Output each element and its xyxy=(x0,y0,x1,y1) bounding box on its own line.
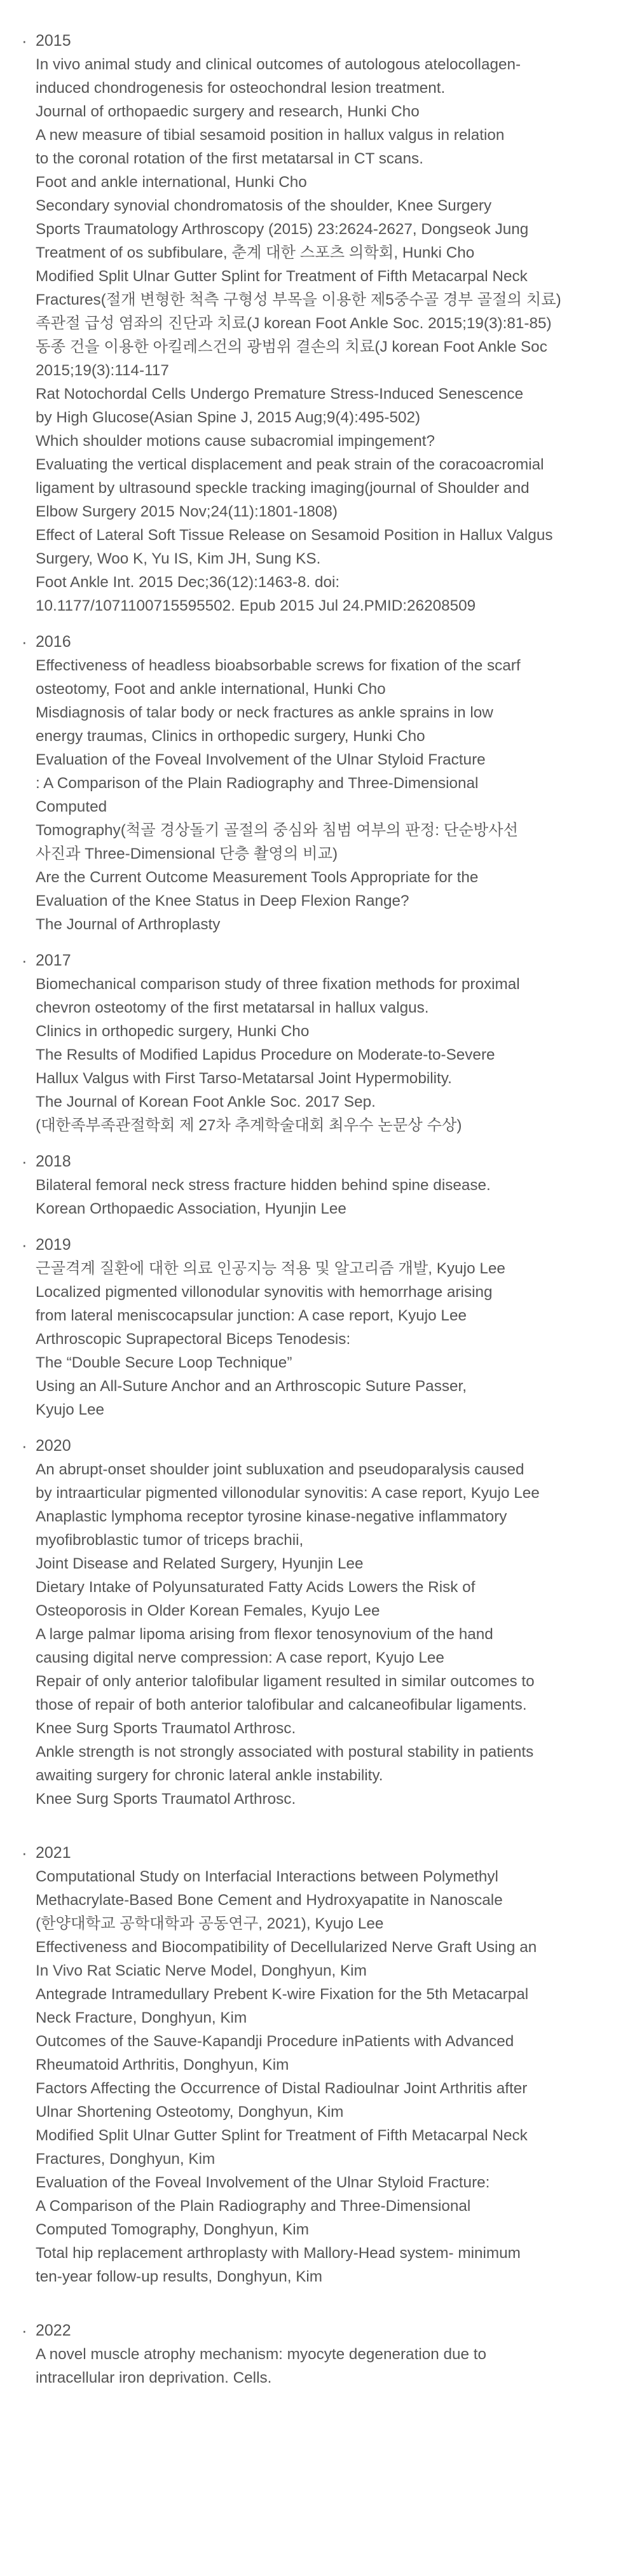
section-spacer xyxy=(22,618,610,630)
publication-line: Rheumatoid Arthritis, Donghyun, Kim xyxy=(36,2056,289,2074)
publication-line: Kyujo Lee xyxy=(36,1401,105,1418)
publication-line: In vivo animal study and clinical outcomes of autologous atelocollagen- xyxy=(36,56,521,73)
publication-line: A Comparison of the Plain Radiography and Three-Dimensional xyxy=(36,2198,471,2215)
publication-line: Effectiveness and Biocompatibility of Decellularized Nerve Graft Using an xyxy=(36,1939,537,1956)
publication-line: 동종 건을 이용한 아킬레스건의 광범위 결손의 치료(J korean Foot Ankle Soc xyxy=(36,338,547,356)
year-section-2019 xyxy=(22,1233,610,1422)
publication-line: by High Glucose(Asian Spine J, 2015 Aug;9(4):495-502) xyxy=(36,409,421,426)
year-heading: 2018 xyxy=(36,1153,71,1170)
publication-line: chevron osteotomy of the first metatarsal in hallux valgus. xyxy=(36,999,429,1016)
publication-line: The Journal of Arthroplasty xyxy=(36,916,221,933)
publication-line: to the coronal rotation of the first metatarsal in CT scans. xyxy=(36,150,423,167)
publication-line: Bilateral femoral neck stress fracture hidden behind spine disease. xyxy=(36,1177,491,1194)
publication-line: A large palmar lipoma arising from flexor tenosynovium of the hand xyxy=(36,1626,493,1643)
section-spacer xyxy=(22,1811,610,1841)
publication-line: (한양대학교 공학대학과 공동연구, 2021), Kyujo Lee xyxy=(36,1915,384,1932)
publication-line: from lateral meniscocapsular junction: A case report, Kyujo Lee xyxy=(36,1307,467,1324)
publication-line: Korean Orthopaedic Association, Hyunjin Lee xyxy=(36,1200,346,1217)
year-heading: 2022 xyxy=(36,2322,71,2339)
publication-line: Clinics in orthopedic surgery, Hunki Cho xyxy=(36,1023,310,1040)
publication-line: Hallux Valgus with First Tarso-Metatarsal Joint Hypermobility. xyxy=(36,1070,452,1087)
publication-line: Knee Surg Sports Traumatol Arthrosc. xyxy=(36,1720,296,1737)
bullet-icon: · xyxy=(22,1235,27,1254)
publication-line: induced chondrogenesis for osteochondral lesion treatment. xyxy=(36,80,446,97)
publication-lines xyxy=(36,1458,610,1811)
publication-line: Ulnar Shortening Osteotomy, Donghyun, Kim xyxy=(36,2103,344,2121)
publication-line: Elbow Surgery 2015 Nov;24(11):1801-1808) xyxy=(36,503,338,520)
publication-line: ten-year follow-up results, Donghyun, Kim xyxy=(36,2268,323,2285)
publication-line: Surgery, Woo K, Yu IS, Kim JH, Sung KS. xyxy=(36,550,321,567)
publication-lines xyxy=(36,654,610,936)
publication-line: Treatment of os subfibulare, 춘계 대한 스포츠 의학회, Hunki Cho xyxy=(36,244,475,261)
publication-line: awaiting surgery for chronic lateral ankle instability. xyxy=(36,1767,383,1784)
publication-line: osteotomy, Foot and ankle international, Hunki Cho xyxy=(36,681,386,698)
year-heading: 2020 xyxy=(36,1437,71,1455)
publication-line: Fractures, Donghyun, Kim xyxy=(36,2150,216,2168)
publication-line: those of repair of both anterior talofibular and calcaneofibular ligaments. xyxy=(36,1696,527,1714)
publication-lines xyxy=(36,1257,610,1422)
bullet-icon: · xyxy=(22,1843,27,1862)
publication-lines xyxy=(36,973,610,1137)
year-heading: 2015 xyxy=(36,32,71,50)
bullet-icon: · xyxy=(22,2321,27,2340)
publication-line: Biomechanical comparison study of three fixation methods for proximal xyxy=(36,976,520,993)
year-section-2016 xyxy=(22,630,610,936)
publication-line: Repair of only anterior talofibular ligament resulted in similar outcomes to xyxy=(36,1673,535,1690)
year-section-2018 xyxy=(22,1150,610,1221)
bullet-icon: · xyxy=(22,632,27,651)
publication-line: 족관절 급성 염좌의 진단과 치료(J korean Foot Ankle Soc. 2015;19(3):81-85) xyxy=(36,315,552,332)
publication-line: Dietary Intake of Polyunsaturated Fatty Acids Lowers the Risk of xyxy=(36,1579,476,1596)
publication-line: Total hip replacement arthroplasty with Mallory-Head system- minimum xyxy=(36,2245,521,2262)
publication-lines xyxy=(36,2343,610,2390)
section-spacer xyxy=(22,2289,610,2319)
publication-line: 사진과 Three-Dimensional 단층 촬영의 비교) xyxy=(36,845,338,862)
publication-line: In Vivo Rat Sciatic Nerve Model, Donghyun, Kim xyxy=(36,1962,367,1979)
bullet-icon: · xyxy=(22,1436,27,1455)
publication-line: Tomography(척골 경상돌기 골절의 중심와 침범 여부의 판정: 단순방사선 xyxy=(36,822,519,839)
publication-line: An abrupt-onset shoulder joint subluxation and pseudoparalysis caused xyxy=(36,1461,524,1478)
year-heading: 2017 xyxy=(36,952,71,969)
year-section-2017 xyxy=(22,949,610,1137)
section-spacer xyxy=(22,1137,610,1150)
year-section-2021 xyxy=(22,1841,610,2289)
publication-line: Evaluating the vertical displacement and peak strain of the coracoacromial xyxy=(36,456,544,473)
publication-line: myofibroblastic tumor of triceps brachii, xyxy=(36,1532,304,1549)
publication-line: Effect of Lateral Soft Tissue Release on Sesamoid Position in Hallux Valgus xyxy=(36,527,553,544)
publication-line: Evaluation of the Foveal Involvement of the Ulnar Styloid Fracture: xyxy=(36,2174,490,2191)
publication-lines xyxy=(36,1174,610,1221)
publication-lines xyxy=(36,53,610,618)
publication-line: Misdiagnosis of talar body or neck fractures as ankle sprains in low xyxy=(36,704,493,721)
publication-line: Outcomes of the Sauve-Kapandji Procedure inPatients with Advanced xyxy=(36,2033,514,2050)
section-spacer xyxy=(22,1221,610,1233)
publication-line: Rat Notochordal Cells Undergo Premature Stress-Induced Senescence xyxy=(36,385,524,403)
publication-line: Evaluation of the Knee Status in Deep Flexion Range? xyxy=(36,892,409,910)
publication-line: Using an All-Suture Anchor and an Arthroscopic Suture Passer, xyxy=(36,1378,467,1395)
publication-line: Arthroscopic Suprapectoral Biceps Tenodesis: xyxy=(36,1331,351,1348)
bullet-icon: · xyxy=(22,1152,27,1171)
publication-line: Knee Surg Sports Traumatol Arthrosc. xyxy=(36,1790,296,1808)
publication-line: Fractures(절개 변형한 척측 구형성 부목을 이용한 제5중수골 경부 골절의 치료) xyxy=(36,291,561,308)
publication-line: Localized pigmented villonodular synovitis with hemorrhage arising xyxy=(36,1284,493,1301)
year-heading: 2019 xyxy=(36,1236,71,1254)
publication-line: The Results of Modified Lapidus Procedure on Moderate-to-Severe xyxy=(36,1046,495,1063)
publication-line: Antegrade Intramedullary Prebent K-wire Fixation for the 5th Metacarpal xyxy=(36,1986,529,2003)
publication-line: ligament by ultrasound speckle tracking imaging(journal of Shoulder and xyxy=(36,480,530,497)
publication-line: Sports Traumatology Arthroscopy (2015) 23:2624-2627, Dongseok Jung xyxy=(36,221,529,238)
publication-line: Are the Current Outcome Measurement Tools Appropriate for the xyxy=(36,869,479,886)
year-heading: 2021 xyxy=(36,1844,71,1862)
publication-line: : A Comparison of the Plain Radiography and Three-Dimensional xyxy=(36,775,479,792)
publication-line: Which shoulder motions cause subacromial impingement? xyxy=(36,433,435,450)
publication-line: Factors Affecting the Occurrence of Distal Radioulnar Joint Arthritis after xyxy=(36,2080,528,2097)
publication-line: 근골격계 질환에 대한 의료 인공지능 적용 및 알고리즘 개발, Kyujo Lee xyxy=(36,1260,505,1277)
publication-line: Computed Tomography, Donghyun, Kim xyxy=(36,2221,309,2238)
publication-line: Journal of orthopaedic surgery and research, Hunki Cho xyxy=(36,103,420,120)
year-heading: 2016 xyxy=(36,633,71,651)
publication-line: 2015;19(3):114-117 xyxy=(36,362,169,379)
publication-line: A new measure of tibial sesamoid position in hallux valgus in relation xyxy=(36,127,505,144)
publication-line: Neck Fracture, Donghyun, Kim xyxy=(36,2009,247,2026)
publication-line: 10.1177/1071100715595502. Epub 2015 Jul 24.PMID:26208509 xyxy=(36,597,476,614)
publication-line: energy traumas, Clinics in orthopedic surgery, Hunki Cho xyxy=(36,728,425,745)
year-section-2020 xyxy=(22,1434,610,1811)
publication-line: Joint Disease and Related Surgery, Hyunjin Lee xyxy=(36,1555,364,1572)
publication-line: Foot and ankle international, Hunki Cho xyxy=(36,174,307,191)
publication-line: Secondary synovial chondromatosis of the shoulder, Knee Surgery xyxy=(36,197,492,214)
publication-line: Evaluation of the Foveal Involvement of the Ulnar Styloid Fracture xyxy=(36,751,486,768)
publication-line: Anaplastic lymphoma receptor tyrosine kinase-negative inflammatory xyxy=(36,1508,507,1525)
publication-line: A novel muscle atrophy mechanism: myocyte degeneration due to xyxy=(36,2346,487,2363)
publication-line: Modified Split Ulnar Gutter Splint for Treatment of Fifth Metacarpal Neck xyxy=(36,2127,528,2144)
publication-lines xyxy=(36,1865,610,2289)
publication-line: The Journal of Korean Foot Ankle Soc. 2017 Sep. xyxy=(36,1093,376,1111)
publication-line: Computed xyxy=(36,798,107,815)
bullet-icon: · xyxy=(22,951,27,970)
publication-line: Ankle strength is not strongly associated with postural stability in patients xyxy=(36,1743,534,1761)
section-spacer xyxy=(22,936,610,949)
publication-line: Computational Study on Interfacial Interactions between Polymethyl xyxy=(36,1868,498,1885)
publication-line: (대한족부족관절학회 제 27차 추계학술대회 최우수 논문상 수상) xyxy=(36,1117,462,1134)
publication-line: Foot Ankle Int. 2015 Dec;36(12):1463-8. doi: xyxy=(36,574,340,591)
publication-line: causing digital nerve compression: A case report, Kyujo Lee xyxy=(36,1649,444,1666)
publication-line: by intraarticular pigmented villonodular synovitis: A case report, Kyujo Lee xyxy=(36,1485,540,1502)
publication-line: Effectiveness of headless bioabsorbable screws for fixation of the scarf xyxy=(36,657,521,674)
publication-line: The “Double Secure Loop Technique” xyxy=(36,1354,292,1371)
publication-line: intracellular iron deprivation. Cells. xyxy=(36,2369,272,2386)
publication-line: Modified Split Ulnar Gutter Splint for Treatment of Fifth Metacarpal Neck xyxy=(36,268,528,285)
section-spacer xyxy=(22,1422,610,1434)
publication-line: Methacrylate-Based Bone Cement and Hydroxyapatite in Nanoscale xyxy=(36,1892,503,1909)
year-section-2015 xyxy=(22,29,610,618)
year-section-2022 xyxy=(22,2319,610,2390)
publication-line: Osteoporosis in Older Korean Females, Kyujo Lee xyxy=(36,1602,380,1619)
bullet-icon: · xyxy=(22,31,27,50)
